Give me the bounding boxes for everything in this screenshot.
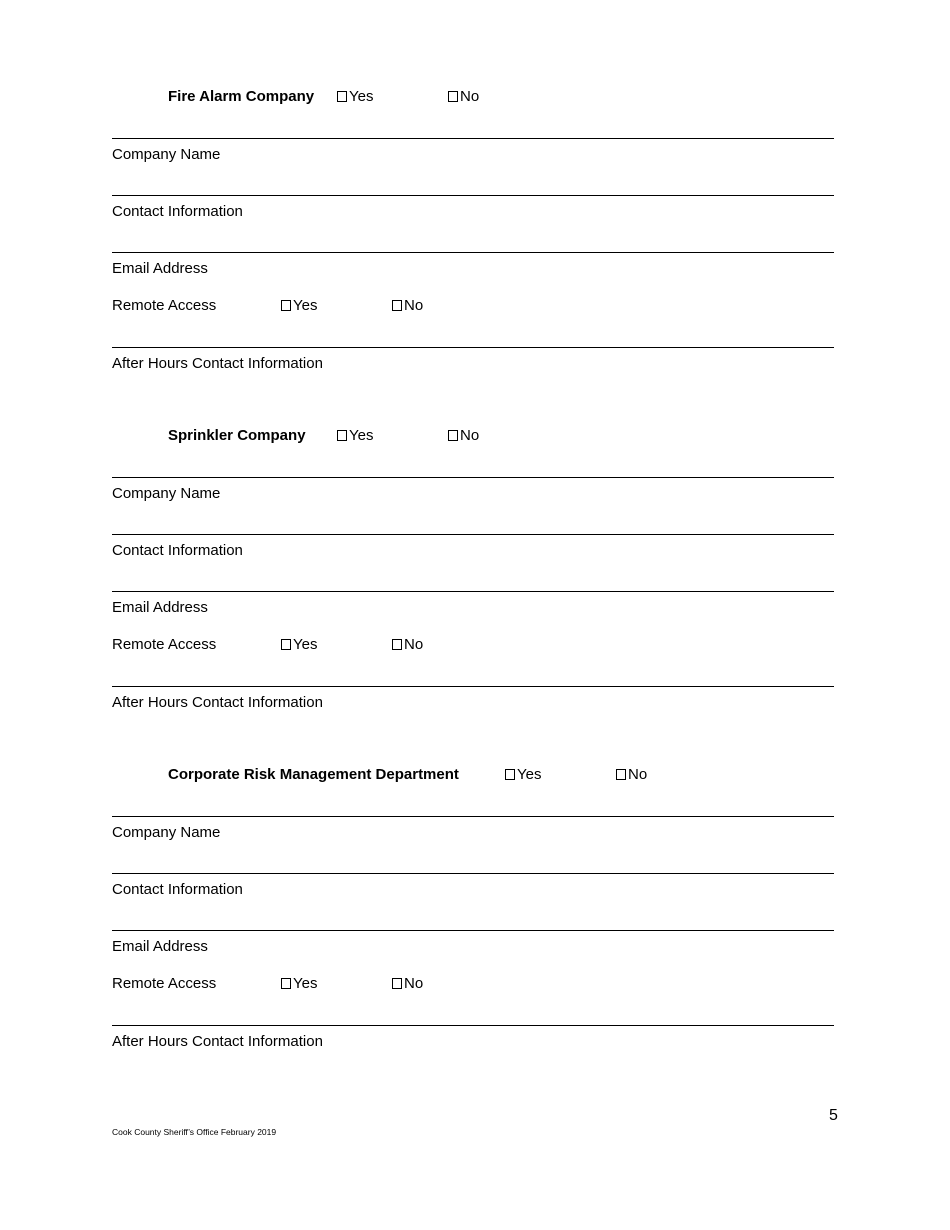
email-address-label: Email Address <box>112 599 208 616</box>
corporate-risk-yes-checkbox[interactable]: Yes <box>505 766 541 783</box>
corporate-risk-company-name-line[interactable] <box>112 816 834 817</box>
checkbox-icon <box>281 300 291 311</box>
fire-alarm-yes-checkbox[interactable]: Yes <box>337 88 373 105</box>
fire-alarm-remote-no-checkbox[interactable]: No <box>392 297 423 314</box>
corporate-risk-email-line[interactable] <box>112 930 834 931</box>
company-name-label: Company Name <box>112 146 221 163</box>
fire-alarm-after-hours-line[interactable] <box>112 347 834 348</box>
corporate-risk-contact-line[interactable] <box>112 873 834 874</box>
footer-text: Cook County Sheriff’s Office February 2019 <box>112 1127 277 1137</box>
checkbox-icon <box>281 978 291 989</box>
remote-access-label: Remote Access <box>112 975 217 992</box>
checkbox-icon <box>616 769 626 780</box>
contact-information-label: Contact Information <box>112 542 243 559</box>
section-title-fire-alarm: Fire Alarm Company <box>168 88 315 105</box>
checkbox-icon <box>392 978 402 989</box>
remote-access-label: Remote Access <box>112 636 217 653</box>
corporate-risk-no-checkbox[interactable]: No <box>616 766 647 783</box>
checkbox-icon <box>505 769 515 780</box>
checkbox-icon <box>392 639 402 650</box>
checkbox-icon <box>448 430 458 441</box>
contact-information-label: Contact Information <box>112 881 243 898</box>
sprinkler-company-name-line[interactable] <box>112 477 834 478</box>
checkbox-icon <box>392 300 402 311</box>
contact-information-label: Contact Information <box>112 203 243 220</box>
section-title-sprinkler: Sprinkler Company <box>168 427 306 444</box>
after-hours-label: After Hours Contact Information <box>112 1033 323 1050</box>
after-hours-label: After Hours Contact Information <box>112 694 323 711</box>
email-address-label: Email Address <box>112 938 208 955</box>
sprinkler-email-line[interactable] <box>112 591 834 592</box>
sprinkler-yes-checkbox[interactable]: Yes <box>337 427 373 444</box>
checkbox-icon <box>448 91 458 102</box>
sprinkler-no-checkbox[interactable]: No <box>448 427 479 444</box>
company-name-label: Company Name <box>112 824 221 841</box>
checkbox-icon <box>337 430 347 441</box>
corporate-risk-remote-yes-checkbox[interactable]: Yes <box>281 975 317 992</box>
corporate-risk-remote-no-checkbox[interactable]: No <box>392 975 423 992</box>
page-number: 5 <box>829 1107 838 1124</box>
checkbox-icon <box>281 639 291 650</box>
fire-alarm-contact-line[interactable] <box>112 195 834 196</box>
sprinkler-remote-yes-checkbox[interactable]: Yes <box>281 636 317 653</box>
fire-alarm-company-name-line[interactable] <box>112 138 834 139</box>
fire-alarm-remote-yes-checkbox[interactable]: Yes <box>281 297 317 314</box>
remote-access-label: Remote Access <box>112 297 217 314</box>
corporate-risk-after-hours-line[interactable] <box>112 1025 834 1026</box>
fire-alarm-email-line[interactable] <box>112 252 834 253</box>
company-name-label: Company Name <box>112 485 221 502</box>
sprinkler-contact-line[interactable] <box>112 534 834 535</box>
fire-alarm-no-checkbox[interactable]: No <box>448 88 479 105</box>
sprinkler-remote-no-checkbox[interactable]: No <box>392 636 423 653</box>
after-hours-label: After Hours Contact Information <box>112 355 323 372</box>
section-title-corporate-risk: Corporate Risk Management Department <box>168 766 459 783</box>
email-address-label: Email Address <box>112 260 208 277</box>
sprinkler-after-hours-line[interactable] <box>112 686 834 687</box>
checkbox-icon <box>337 91 347 102</box>
